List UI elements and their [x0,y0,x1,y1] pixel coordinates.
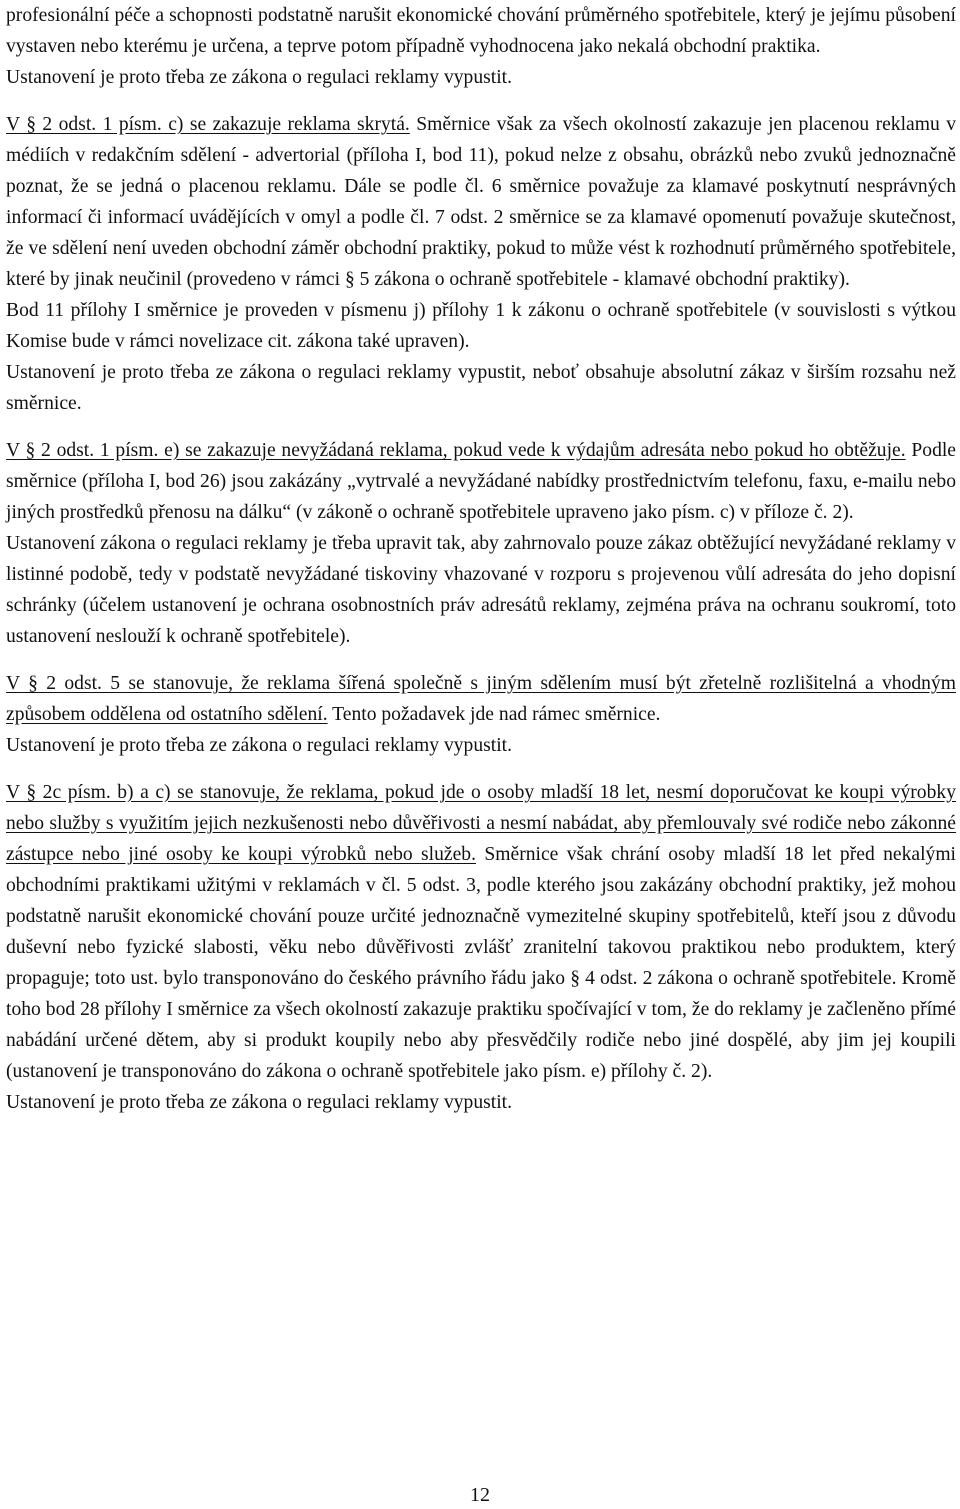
paragraph-p7 [6,528,956,652]
paragraph-text: Ustanovení je proto třeba ze zákona o regulaci reklamy vypustit, neboť obsahuje absolutní zákaz v širším rozsahu než směrnice. [6,362,956,414]
paragraph-text: Ustanovení zákona o regulaci reklamy je třeba upravit tak, aby zahrnovalo pouze zákaz obtěžující nevyžádané reklamy v listinné podobě, tedy v podstatě nevyžádané tiskoviny vhazované v rozporu s projevenou vůlí adresáta do jeho dopisní schránky (účelem ustanovení je ochrana osobnostních práv adresátů reklamy, zejména práva na ochranu soukromí, toto ustanovení neslouží k ochraně spotřebitele). [6,533,956,647]
document-body [6,0,956,1118]
paragraph-spacer [6,93,956,109]
paragraph-text: Ustanovení je proto třeba ze zákona o regulaci reklamy vypustit. [6,67,512,88]
paragraph-p6 [6,435,956,528]
document-page [6,0,956,1118]
paragraph-p4 [6,295,956,357]
paragraph-text: Směrnice však za všech okolností zakazuje jen placenou reklamu v médiích v redakčním sdělení - advertorial (příloha I, bod 11), pokud nelze z obsahu, obrázků nebo zvuků jednoznačně poznat, že se jedná o placenou reklamu. Dále se podle čl. 6 směrnice považuje za klamavé poskytnutí nesprávných informací či informací uvádějících v omyl a podle čl. 7 odst. 2 směrnice se za klamavé opomenutí považuje skutečnost, že ve sdělení není uveden obchodní záměr obchodní praktiky, pokud to může vést k rozhodnutí průměrného spotřebitele, které by jinak neučinil (provedeno v rámci § 5 zákona o ochraně spotřebitele - klamavé obchodní praktiky). [6,114,956,290]
paragraph-text: profesionální péče a schopnosti podstatně narušit ekonomické chování průměrného spotřebitele, který je jejímu působení vystaven nebo kterému je určena, a teprve potom případně vyhodnocena jako nekalá obchodní praktika. [6,5,956,57]
paragraph-p2 [6,62,956,93]
page-number: 12 [470,1484,490,1506]
paragraph-p3 [6,109,956,295]
paragraph-text: Bod 11 přílohy I směrnice je proveden v písmenu j) přílohy 1 k zákonu o ochraně spotřebitele (v souvislosti s výtkou Komise bude v rámci novelizace cit. zákona také upraven). [6,300,956,352]
underlined-provision-text: V § 2 odst. 5 se stanovuje, že reklama šířená společně s jiným sdělením musí být zřetelně rozlišitelná a vhodným způsobem oddělena od ostatního sdělení. [6,673,956,725]
paragraph-spacer [6,419,956,435]
paragraph-p8 [6,668,956,730]
paragraph-p10 [6,777,956,1087]
paragraph-text: Podle směrnice (příloha I, bod 26) jsou zakázány „vytrvalé a nevyžádané nabídky prostřednictvím telefonu, faxu, e-mailu nebo jiných prostředků přenosu na dálku“ (v zákoně o ochraně spotřebitele upraveno jako písm. c) v příloze č. 2). [6,440,957,523]
paragraph-p11 [6,1087,956,1118]
paragraph-spacer [6,761,956,777]
underlined-provision-text: V § 2c písm. b) a c) se stanovuje, že reklama, pokud jde o osoby mladší 18 let, nesmí doporučovat ke koupi výrobky nebo služby s využitím jejich nezkušenosti nebo důvěřivosti a nesmí nabádat, aby přemlouvaly své rodiče nebo zákonné zástupce nebo jiné osoby ke koupi výrobků nebo služeb. [6,782,956,865]
underlined-provision-text: V § 2 odst. 1 písm. c) se zakazuje reklama skrytá. [6,114,410,135]
paragraph-text: Ustanovení je proto třeba ze zákona o regulaci reklamy vypustit. [6,735,512,756]
paragraph-text: Ustanovení je proto třeba ze zákona o regulaci reklamy vypustit. [6,1092,512,1113]
paragraph-text: Tento požadavek jde nad rámec směrnice. [327,704,661,725]
paragraph-p9 [6,730,956,761]
paragraph-text: Směrnice však chrání osoby mladší 18 let před nekalými obchodními praktikami užitými v reklamách v čl. 5 odst. 3, podle kterého jsou zakázány obchodní praktiky, jež mohou podstatně narušit ekonomické chování pouze určité jednoznačně vymezitelné skupiny spotřebitelů, kteří jsou z důvodu duševní nebo fyzické slabosti, věku nebo důvěřivosti zvlášť zranitelní takovou praktikou nebo produktem, který propaguje; toto ust. bylo transponováno do českého právního řádu jako § 4 odst. 2 zákona o ochraně spotřebitele. Kromě toho bod 28 přílohy I směrnice za všech okolností zakazuje praktiku spočívající v tom, že do reklamy je začleněno přímé nabádání určené dětem, aby si produkt koupily nebo aby přesvědčily rodiče nebo jiné dospělé, aby jim jej koupili (ustanovení je transponováno do zákona o ochraně spotřebitele jako písm. e) přílohy č. 2). [6,844,957,1082]
paragraph-p5 [6,357,956,419]
paragraph-p1 [6,0,956,62]
underlined-provision-text: V § 2 odst. 1 písm. e) se zakazuje nevyžádaná reklama, pokud vede k výdajům adresáta nebo pokud ho obtěžuje. [6,440,906,461]
paragraph-spacer [6,652,956,668]
